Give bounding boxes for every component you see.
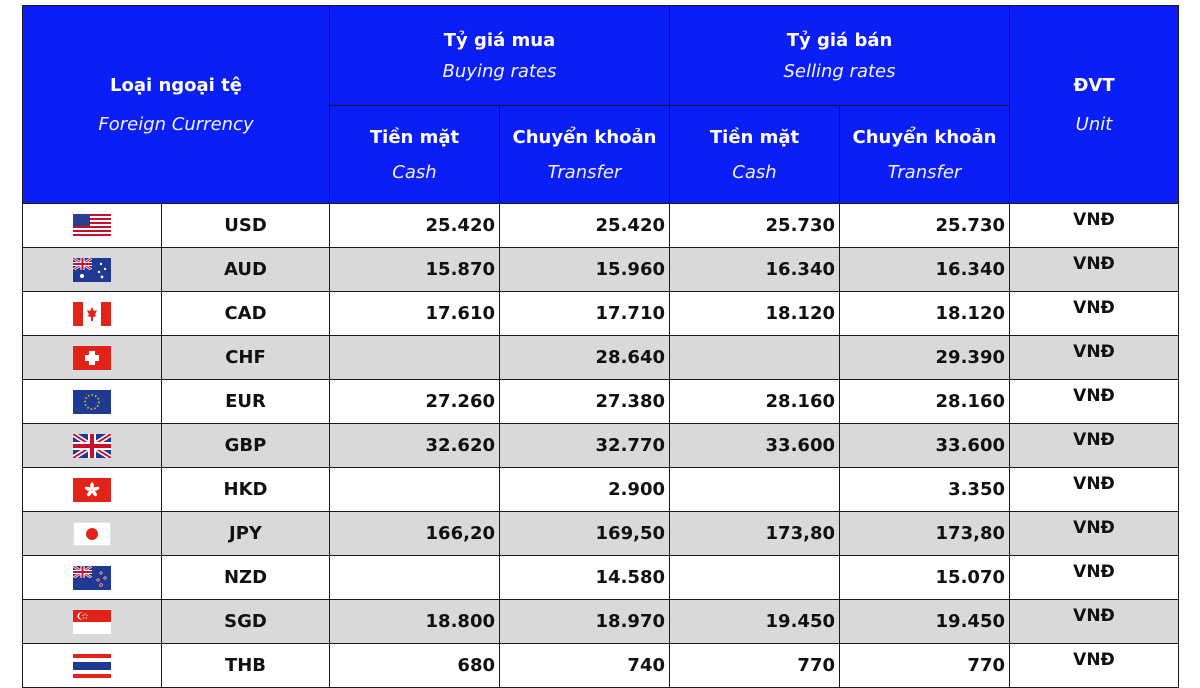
currency-code: CAD bbox=[162, 292, 330, 336]
buy-transfer-value: 169,50 bbox=[500, 512, 670, 556]
unit-value: VNĐ bbox=[1010, 424, 1179, 468]
table-row bbox=[23, 468, 1179, 512]
currency-code: USD bbox=[162, 204, 330, 248]
sell-cash-value: 28.160 bbox=[670, 380, 840, 424]
buy-cash-value: 166,20 bbox=[330, 512, 500, 556]
selling-cash-title: Tiền mặt bbox=[709, 126, 800, 148]
unit-value: VNĐ bbox=[1010, 600, 1179, 644]
currency-code: AUD bbox=[162, 248, 330, 292]
buy-transfer-value: 17.710 bbox=[500, 292, 670, 336]
flag-cell bbox=[23, 512, 162, 556]
hk-flag-icon bbox=[73, 478, 111, 502]
table-row bbox=[23, 600, 1179, 644]
currency-code: EUR bbox=[162, 380, 330, 424]
sell-transfer-value: 28.160 bbox=[840, 380, 1010, 424]
foreign-currency-subtitle: Foreign Currency bbox=[98, 113, 254, 135]
buying-transfer-header bbox=[500, 106, 670, 204]
sell-cash-value: 19.450 bbox=[670, 600, 840, 644]
ch-flag-icon bbox=[73, 346, 111, 370]
sell-cash-value: 16.340 bbox=[670, 248, 840, 292]
sell-transfer-value: 173,80 bbox=[840, 512, 1010, 556]
selling-transfer-header bbox=[840, 106, 1010, 204]
buy-cash-value bbox=[330, 556, 500, 600]
nz-flag-icon bbox=[73, 566, 111, 590]
buy-cash-value: 25.420 bbox=[330, 204, 500, 248]
buy-cash-value: 27.260 bbox=[330, 380, 500, 424]
currency-code: GBP bbox=[162, 424, 330, 468]
table-row bbox=[23, 512, 1179, 556]
rates-table-container bbox=[22, 5, 1178, 688]
sell-transfer-value: 29.390 bbox=[840, 336, 1010, 380]
buying-cash-header bbox=[330, 106, 500, 204]
sell-cash-value bbox=[670, 336, 840, 380]
buy-cash-value bbox=[330, 468, 500, 512]
sell-transfer-value: 19.450 bbox=[840, 600, 1010, 644]
buy-cash-value: 18.800 bbox=[330, 600, 500, 644]
buy-cash-value: 15.870 bbox=[330, 248, 500, 292]
sell-transfer-value: 25.730 bbox=[840, 204, 1010, 248]
exchange-rates-table bbox=[22, 5, 1179, 688]
buying-cash-title: Tiền mặt bbox=[369, 126, 460, 148]
unit-value: VNĐ bbox=[1010, 248, 1179, 292]
unit-subtitle: Unit bbox=[1075, 113, 1113, 135]
unit-value: VNĐ bbox=[1010, 204, 1179, 248]
sell-cash-value: 173,80 bbox=[670, 512, 840, 556]
buying-rates-header bbox=[330, 6, 670, 106]
selling-transfer-subtitle: Transfer bbox=[887, 161, 962, 183]
buy-transfer-value: 28.640 bbox=[500, 336, 670, 380]
sell-cash-value: 770 bbox=[670, 644, 840, 688]
sell-transfer-value: 18.120 bbox=[840, 292, 1010, 336]
unit-value: VNĐ bbox=[1010, 380, 1179, 424]
flag-cell bbox=[23, 336, 162, 380]
buying-rates-title: Tỷ giá mua bbox=[443, 29, 556, 51]
flag-cell bbox=[23, 248, 162, 292]
buy-cash-value bbox=[330, 336, 500, 380]
th-flag-icon bbox=[73, 654, 111, 678]
currency-code: THB bbox=[162, 644, 330, 688]
buy-transfer-value: 15.960 bbox=[500, 248, 670, 292]
ca-flag-icon bbox=[73, 302, 111, 326]
table-row bbox=[23, 248, 1179, 292]
selling-rates-subtitle: Selling rates bbox=[783, 60, 896, 82]
currency-code: CHF bbox=[162, 336, 330, 380]
buying-rates-subtitle: Buying rates bbox=[442, 60, 557, 82]
table-row bbox=[23, 292, 1179, 336]
unit-value: VNĐ bbox=[1010, 512, 1179, 556]
unit-value: VNĐ bbox=[1010, 468, 1179, 512]
table-row bbox=[23, 644, 1179, 688]
buying-transfer-subtitle: Transfer bbox=[547, 161, 622, 183]
flag-cell bbox=[23, 380, 162, 424]
unit-value: VNĐ bbox=[1010, 292, 1179, 336]
unit-value: VNĐ bbox=[1010, 556, 1179, 600]
buying-transfer-title: Chuyển khoản bbox=[512, 126, 657, 148]
flag-cell bbox=[23, 424, 162, 468]
buy-cash-value: 32.620 bbox=[330, 424, 500, 468]
selling-rates-title: Tỷ giá bán bbox=[786, 29, 893, 51]
unit-header bbox=[1010, 6, 1179, 204]
sell-transfer-value: 15.070 bbox=[840, 556, 1010, 600]
sell-transfer-value: 770 bbox=[840, 644, 1010, 688]
sell-cash-value bbox=[670, 556, 840, 600]
sg-flag-icon bbox=[73, 610, 111, 634]
jp-flag-icon bbox=[73, 522, 111, 546]
us-flag-icon bbox=[73, 214, 111, 238]
buy-transfer-value: 740 bbox=[500, 644, 670, 688]
sell-transfer-value: 3.350 bbox=[840, 468, 1010, 512]
currency-code: HKD bbox=[162, 468, 330, 512]
buy-transfer-value: 27.380 bbox=[500, 380, 670, 424]
selling-cash-header bbox=[670, 106, 840, 204]
table-row bbox=[23, 204, 1179, 248]
buy-transfer-value: 18.970 bbox=[500, 600, 670, 644]
selling-transfer-title: Chuyển khoản bbox=[852, 126, 997, 148]
foreign-currency-header bbox=[23, 6, 330, 204]
currency-code: NZD bbox=[162, 556, 330, 600]
flag-cell bbox=[23, 600, 162, 644]
flag-cell bbox=[23, 556, 162, 600]
table-row bbox=[23, 336, 1179, 380]
sell-cash-value: 18.120 bbox=[670, 292, 840, 336]
currency-code: SGD bbox=[162, 600, 330, 644]
foreign-currency-title: Loại ngoại tệ bbox=[110, 74, 242, 96]
buy-transfer-value: 2.900 bbox=[500, 468, 670, 512]
flag-cell bbox=[23, 644, 162, 688]
gb-flag-icon bbox=[73, 434, 111, 458]
flag-cell bbox=[23, 204, 162, 248]
sell-cash-value: 25.730 bbox=[670, 204, 840, 248]
sell-cash-value: 33.600 bbox=[670, 424, 840, 468]
unit-value: VNĐ bbox=[1010, 644, 1179, 688]
flag-cell bbox=[23, 468, 162, 512]
currency-code: JPY bbox=[162, 512, 330, 556]
table-row bbox=[23, 556, 1179, 600]
au-flag-icon bbox=[73, 258, 111, 282]
buy-cash-value: 17.610 bbox=[330, 292, 500, 336]
buy-cash-value: 680 bbox=[330, 644, 500, 688]
sell-cash-value bbox=[670, 468, 840, 512]
eu-flag-icon bbox=[73, 390, 111, 414]
unit-value: VNĐ bbox=[1010, 336, 1179, 380]
selling-rates-header bbox=[670, 6, 1010, 106]
table-row bbox=[23, 424, 1179, 468]
sell-transfer-value: 33.600 bbox=[840, 424, 1010, 468]
unit-title: ĐVT bbox=[1073, 74, 1115, 96]
flag-cell bbox=[23, 292, 162, 336]
buy-transfer-value: 25.420 bbox=[500, 204, 670, 248]
selling-cash-subtitle: Cash bbox=[732, 161, 777, 183]
buy-transfer-value: 14.580 bbox=[500, 556, 670, 600]
table-row bbox=[23, 380, 1179, 424]
buy-transfer-value: 32.770 bbox=[500, 424, 670, 468]
sell-transfer-value: 16.340 bbox=[840, 248, 1010, 292]
buying-cash-subtitle: Cash bbox=[392, 161, 437, 183]
